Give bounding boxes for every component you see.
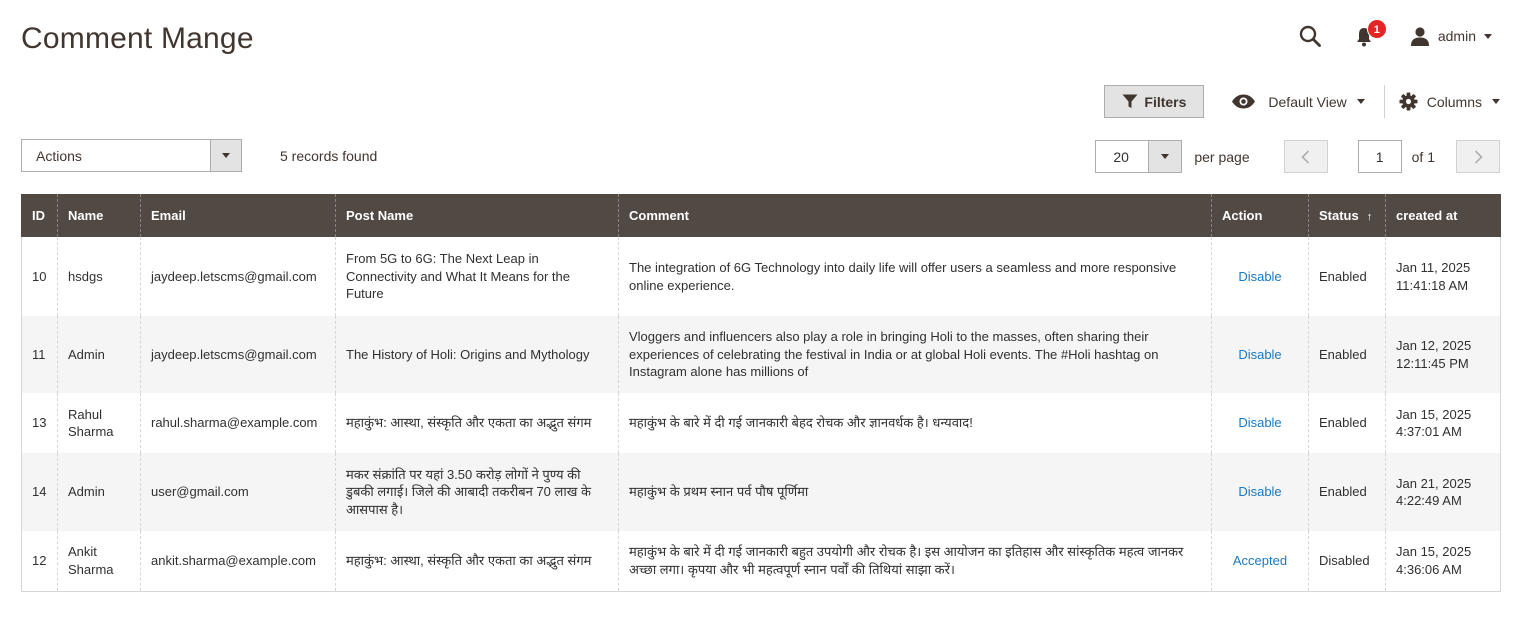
created-time: 4:37:01 AM [1396, 424, 1462, 439]
default-view-label: Default View [1268, 93, 1347, 110]
previous-page-button[interactable] [1284, 140, 1328, 173]
grid-header-row [22, 194, 1501, 237]
cell-post-name: The History of Holi: Origins and Mythology [336, 316, 619, 393]
table-row [22, 531, 1501, 591]
default-view-dropdown[interactable] [1231, 94, 1364, 110]
disable-link[interactable]: Disable [1238, 415, 1282, 431]
cell-created-at [1386, 531, 1501, 591]
cell-status: Enabled [1309, 237, 1386, 316]
cell-action [1212, 453, 1309, 531]
cell-action [1212, 316, 1309, 393]
cell-comment: Vloggers and influencers also play a role in bringing Holi to the masses, often sharing their experiences of celebrating the festival in India or at global Holi events. The #Holi hashtag on Instagram alone has millions of [619, 316, 1212, 393]
disable-link[interactable]: Disable [1238, 268, 1282, 284]
filter-icon [1122, 94, 1138, 109]
search-icon[interactable] [1298, 24, 1322, 48]
created-date: Jan 11, 2025 [1396, 260, 1471, 275]
disable-link[interactable]: Disable [1238, 346, 1282, 362]
per-page-value: 20 [1113, 148, 1129, 165]
chevron-right-icon [1474, 150, 1483, 164]
cell-email: ankit.sharma@example.com [141, 531, 336, 591]
cell-status: Enabled [1309, 453, 1386, 531]
cell-name: Admin [58, 316, 141, 393]
table-row [22, 316, 1501, 393]
cell-post-name: मकर संक्रांति पर यहां 3.50 करोड़ लोगों ने पुण्य की डुबकी लगाई। जिले की आबादी तकरीबन 70 लाख के आसपास है। [336, 453, 619, 531]
header-actions [1298, 22, 1492, 50]
cell-status: Disabled [1309, 531, 1386, 591]
table-row [22, 453, 1501, 531]
cell-name: Ankit Sharma [58, 531, 141, 591]
comments-grid [21, 194, 1501, 592]
column-header-comment[interactable]: Comment [619, 194, 1212, 237]
disable-link[interactable]: Disable [1238, 484, 1282, 500]
created-date: Jan 15, 2025 [1396, 544, 1472, 560]
user-name: admin [1437, 28, 1476, 44]
grid-toolbar [1104, 85, 1500, 118]
column-header-action[interactable]: Action [1212, 194, 1309, 237]
cell-id: 12 [22, 531, 58, 591]
cell-id: 14 [22, 453, 58, 531]
columns-label: Columns [1426, 93, 1482, 110]
column-header-created-at[interactable]: created at [1386, 194, 1501, 237]
cell-name: Admin [58, 453, 141, 531]
column-header-id[interactable]: ID [22, 194, 58, 237]
cell-id: 10 [22, 237, 58, 316]
mass-actions-toggle[interactable] [210, 140, 241, 171]
cell-action [1212, 237, 1309, 316]
cell-email: jaydeep.letscms@gmail.com [141, 316, 336, 393]
created-time: 12:11:45 PM [1396, 355, 1469, 371]
column-header-status[interactable] [1309, 194, 1386, 237]
cell-action [1212, 531, 1309, 591]
chevron-down-icon [1161, 154, 1169, 159]
cell-created-at [1386, 237, 1501, 316]
user-icon [1410, 27, 1430, 46]
cell-name: Rahul Sharma [58, 393, 141, 453]
cell-name: hsdgs [58, 237, 141, 316]
next-page-button[interactable] [1456, 140, 1500, 173]
cell-status: Enabled [1309, 316, 1386, 393]
cell-created-at [1386, 453, 1501, 531]
cell-email: jaydeep.letscms@gmail.com [141, 237, 336, 316]
cell-id: 13 [22, 393, 58, 453]
pager [1095, 140, 1500, 173]
mass-actions-label: Actions [36, 147, 82, 164]
column-header-name[interactable]: Name [58, 194, 141, 237]
cell-id: 11 [22, 316, 58, 393]
column-header-email[interactable]: Email [141, 194, 336, 237]
cell-created-at [1386, 393, 1501, 453]
created-date: Jan 12, 2025 [1396, 338, 1472, 353]
table-row [22, 237, 1501, 316]
chevron-down-icon [222, 153, 230, 158]
per-page-toggle[interactable] [1148, 141, 1181, 172]
columns-dropdown[interactable] [1399, 92, 1500, 111]
chevron-left-icon [1301, 150, 1310, 164]
toolbar-divider [1384, 85, 1385, 118]
eye-icon [1231, 94, 1256, 109]
cell-post-name: From 5G to 6G: The Next Leap in Connectivity and What It Means for the Future [336, 237, 619, 316]
cell-status: Enabled [1309, 393, 1386, 453]
table-row [22, 393, 1501, 453]
cell-comment: महाकुंभ के बारे में दी गई जानकारी बहुत उपयोगी और रोचक है। इस आयोजन का इतिहास और सांस्कृतिक महत्व जानकर अच्छा लगा। कृपया और भी महत्वपूर्ण स्नान पर्वों की तिथियां साझा करें। [619, 531, 1212, 591]
cell-email: user@gmail.com [141, 453, 336, 531]
cell-comment: महाकुंभ के बारे में दी गई जानकारी बेहद रोचक और ज्ञानवर्धक है। धन्यवाद! [619, 393, 1212, 453]
cell-email: rahul.sharma@example.com [141, 393, 336, 453]
mass-actions-dropdown[interactable] [21, 139, 242, 172]
records-found: 5 records found [280, 148, 378, 164]
created-date: Jan 21, 2025 [1396, 475, 1472, 491]
created-date: Jan 15, 2025 [1396, 406, 1472, 422]
cell-post-name: महाकुंभ: आस्था, संस्कृति और एकता का अद्भुत संगम [336, 531, 619, 591]
chevron-down-icon [1357, 99, 1365, 104]
current-page-input[interactable] [1358, 140, 1402, 173]
filters-label: Filters [1144, 93, 1187, 110]
accepted-link[interactable]: Accepted [1232, 553, 1288, 568]
filters-button[interactable] [1104, 85, 1204, 118]
gear-icon [1399, 92, 1418, 111]
chevron-down-icon [1492, 99, 1500, 104]
created-time: 11:41:18 AM [1396, 277, 1469, 293]
column-header-post-name[interactable]: Post Name [336, 194, 619, 237]
created-time: 4:36:06 AM [1396, 561, 1462, 577]
cell-post-name: महाकुंभ: आस्था, संस्कृति और एकता का अद्भुत संगम [336, 393, 619, 453]
per-page-select[interactable] [1095, 140, 1182, 173]
page-title: Comment Mange [21, 22, 254, 55]
per-page-label: per page [1194, 148, 1250, 165]
cell-comment: The integration of 6G Technology into daily life will offer users a seamless and more responsive online experience. [619, 237, 1212, 316]
created-time: 4:22:49 AM [1396, 493, 1462, 508]
cell-created-at [1386, 316, 1501, 393]
total-pages-label: of 1 [1411, 148, 1435, 165]
notification-badge: 1 [1367, 19, 1387, 39]
column-header-status-label: Status [1319, 208, 1359, 223]
user-menu[interactable] [1410, 27, 1492, 46]
chevron-down-icon [1484, 34, 1492, 39]
cell-action [1212, 393, 1309, 453]
cell-comment: महाकुंभ के प्रथम स्नान पर्व पौष पूर्णिमा [619, 453, 1212, 531]
sort-ascending-icon: ↑ [1366, 211, 1373, 223]
notifications-button[interactable] [1356, 24, 1380, 47]
